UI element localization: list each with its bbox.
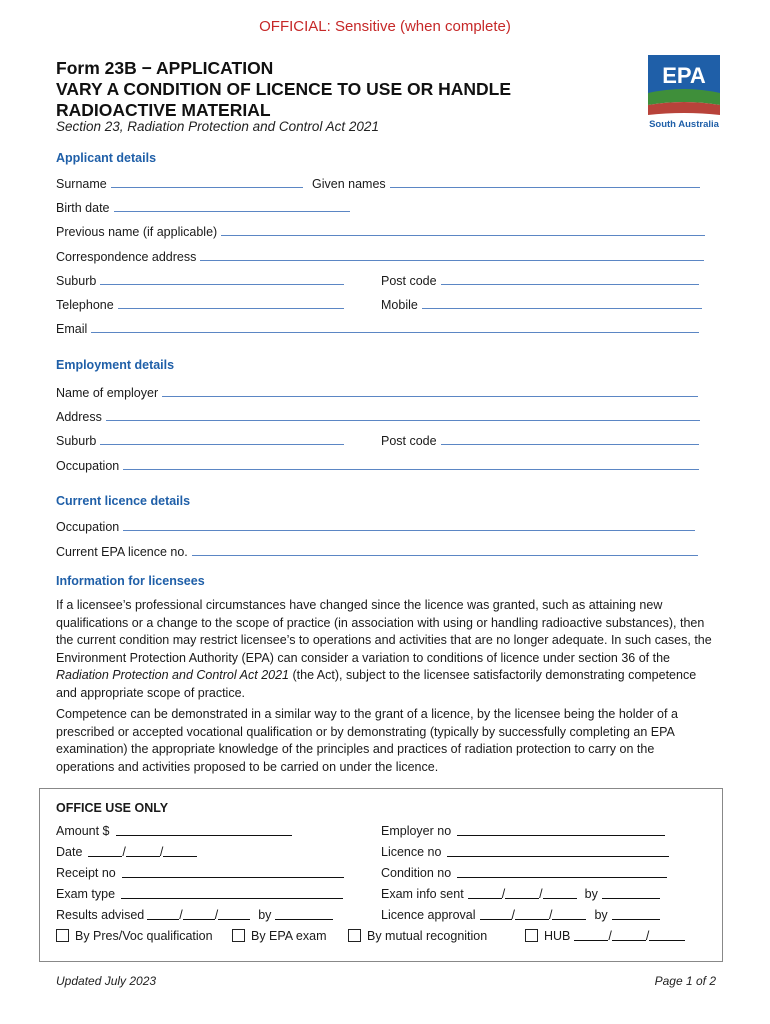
mobile-label: Mobile xyxy=(381,298,418,312)
exam-info-slash-1: / xyxy=(501,887,506,901)
employer-no-label: Employer no xyxy=(381,824,452,838)
post-code-label: Post code xyxy=(381,274,437,288)
licence-heading: Current licence details xyxy=(56,494,191,508)
employment-post-code-field[interactable] xyxy=(441,444,699,445)
hub-year[interactable] xyxy=(649,940,685,941)
exam-type-row xyxy=(56,885,343,901)
suburb-row xyxy=(56,272,344,288)
results-month[interactable] xyxy=(183,919,215,920)
applicant-heading: Applicant details xyxy=(56,151,157,165)
epa-logo xyxy=(648,55,720,131)
exam-type-field[interactable] xyxy=(121,898,343,899)
office-use-heading: OFFICE USE ONLY xyxy=(56,801,169,815)
correspondence-field[interactable] xyxy=(200,260,704,261)
office-licence-no-field[interactable] xyxy=(447,856,669,857)
correspondence-label: Correspondence address xyxy=(56,250,197,264)
telephone-label: Telephone xyxy=(56,298,114,312)
pres-voc-checkbox[interactable] xyxy=(56,929,69,942)
hub-slash-1: / xyxy=(608,929,612,943)
office-licence-no-label: Licence no xyxy=(381,845,442,859)
results-by-field[interactable] xyxy=(275,919,333,920)
employment-post-code-row xyxy=(381,432,699,448)
exam-info-by-label: by xyxy=(584,887,598,901)
form-title-line-2: VARY A CONDITION OF LICENCE TO USE OR HANDLE xyxy=(56,79,512,99)
hub-day[interactable] xyxy=(574,940,608,941)
mutual-option xyxy=(348,927,487,943)
receipt-no-row xyxy=(56,864,344,880)
email-label: Email xyxy=(56,322,88,336)
suburb-label: Suburb xyxy=(56,274,97,288)
licence-approval-by-label: by xyxy=(594,908,608,922)
employment-address-label: Address xyxy=(56,410,102,424)
employer-no-row xyxy=(381,822,665,838)
office-date-row xyxy=(56,843,197,859)
employment-suburb-field[interactable] xyxy=(100,444,344,445)
mutual-checkbox[interactable] xyxy=(348,929,361,942)
exam-info-label: Exam info sent xyxy=(381,887,464,901)
pres-voc-option xyxy=(56,927,213,943)
condition-no-field[interactable] xyxy=(457,877,667,878)
footer-page-number: Page 1 of 2 xyxy=(654,974,716,988)
employer-row xyxy=(56,384,698,400)
employment-suburb-row xyxy=(56,432,344,448)
footer-updated: Updated July 2023 xyxy=(56,974,157,988)
receipt-no-label: Receipt no xyxy=(56,866,116,880)
licence-no-row xyxy=(56,543,698,559)
exam-info-slash-2: / xyxy=(539,887,543,901)
hub-slash-2: / xyxy=(645,929,650,943)
info-p1-act: Radiation Protection and Control Act 2021 xyxy=(56,668,290,682)
form-title-line-1: Form 23B − APPLICATION xyxy=(56,58,274,78)
exam-type-label: Exam type xyxy=(56,887,116,901)
licence-approval-month[interactable] xyxy=(515,919,549,920)
info-paragraph-2: Competence can be demonstrated in a similar way to the grant of a licence, by the licensee being the holder of a prescribed or accepted vocational qualification or by demonstrating (typically by successfully completing an EPA examination) the appropriate knowledge of the principles and practices of radiation protection to carry on the operations and activities proposed to be carried on under the licence. xyxy=(56,707,678,774)
hub-option xyxy=(525,927,685,943)
licence-occupation-label: Occupation xyxy=(56,520,120,534)
employment-occupation-label: Occupation xyxy=(56,459,120,473)
info-p1-part-a: If a licensee’s professional circumstances have changed since the licence was granted, such as attaining new qualifications or a change to the scope of practice (in association with using or handling radioactive substances), then the current condition may restrict licensee’s to operations and activities that are no longer adequate. In such cases, the Environment Protection Authority (EPA) can consider a variation to conditions of licence under section 36 of the xyxy=(56,598,712,665)
birth-date-row xyxy=(56,199,350,215)
info-p1-part-b: (the Act), subject to the licensee satisfactorily demonstrating competence and appropriate scope of practice. xyxy=(56,668,697,700)
form-subtitle: Section 23, Radiation Protection and Control Act 2021 xyxy=(56,119,379,134)
employer-no-field[interactable] xyxy=(457,835,665,836)
licence-occupation-row xyxy=(56,518,695,534)
surname-row xyxy=(56,175,303,191)
employment-occupation-field[interactable] xyxy=(123,469,699,470)
surname-field[interactable] xyxy=(111,187,303,188)
employment-address-row xyxy=(56,408,700,424)
office-date-label: Date xyxy=(56,845,83,859)
employment-post-code-label: Post code xyxy=(381,434,437,448)
correspondence-row xyxy=(56,248,704,264)
results-year[interactable] xyxy=(218,919,250,920)
hub-label: HUB xyxy=(544,929,571,943)
results-slash-2: / xyxy=(214,908,219,922)
email-row xyxy=(56,320,699,336)
licence-approval-day[interactable] xyxy=(480,919,512,920)
exam-info-month[interactable] xyxy=(505,898,539,899)
employment-suburb-label: Suburb xyxy=(56,434,97,448)
licence-approval-slash-1: / xyxy=(511,908,515,922)
office-date-slash-2: / xyxy=(159,845,164,859)
exam-info-row xyxy=(381,885,660,901)
logo-text: EPA xyxy=(662,63,706,88)
form-title-line-3: RADIOACTIVE MATERIAL xyxy=(56,100,271,120)
employment-address-field[interactable] xyxy=(106,420,700,421)
telephone-field[interactable] xyxy=(118,308,344,309)
exam-info-by-field[interactable] xyxy=(602,898,660,899)
given-names-label: Given names xyxy=(312,177,386,191)
exam-info-year[interactable] xyxy=(543,898,577,899)
info-heading: Information for licensees xyxy=(56,574,205,588)
post-code-field[interactable] xyxy=(441,284,699,285)
epa-exam-label: By EPA exam xyxy=(251,929,327,943)
office-date-month[interactable] xyxy=(126,856,160,857)
licence-approval-by-field[interactable] xyxy=(612,919,660,920)
licence-approval-label: Licence approval xyxy=(381,908,476,922)
employment-occupation-row xyxy=(56,457,699,473)
office-date-year[interactable] xyxy=(163,856,197,857)
amount-field[interactable] xyxy=(116,835,292,836)
hub-month[interactable] xyxy=(612,940,646,941)
licence-occupation-field[interactable] xyxy=(123,530,695,531)
mobile-row xyxy=(381,296,702,312)
condition-no-label: Condition no xyxy=(381,866,452,880)
employer-field[interactable] xyxy=(162,396,698,397)
given-names-field[interactable] xyxy=(390,187,700,188)
telephone-row xyxy=(56,296,344,312)
surname-label: Surname xyxy=(56,177,107,191)
licence-no-field[interactable] xyxy=(192,555,698,556)
previous-name-row xyxy=(56,223,705,239)
office-date-day[interactable] xyxy=(88,856,122,857)
epa-exam-checkbox[interactable] xyxy=(232,929,245,942)
hub-checkbox[interactable] xyxy=(525,929,538,942)
mobile-field[interactable] xyxy=(422,308,702,309)
info-paragraph-1 xyxy=(56,597,716,702)
results-day[interactable] xyxy=(147,919,179,920)
office-date-slash-1: / xyxy=(122,845,126,859)
results-label: Results advised xyxy=(56,908,145,922)
epa-exam-option xyxy=(232,927,327,943)
epa-logo-graphic xyxy=(648,55,720,131)
form-title xyxy=(56,58,511,121)
amount-row xyxy=(56,822,292,838)
office-licence-no-row xyxy=(381,843,669,859)
birth-date-label: Birth date xyxy=(56,201,110,215)
pres-voc-label: By Pres/Voc qualification xyxy=(75,929,213,943)
mutual-label: By mutual recognition xyxy=(367,929,488,943)
licence-no-label: Current EPA licence no. xyxy=(56,545,188,559)
results-slash-1: / xyxy=(179,908,183,922)
amount-label: Amount $ xyxy=(56,824,110,838)
condition-no-row xyxy=(381,864,667,880)
results-row xyxy=(56,906,333,922)
email-field[interactable] xyxy=(91,332,699,333)
results-by-label: by xyxy=(258,908,272,922)
licence-approval-row xyxy=(381,906,660,922)
employer-label: Name of employer xyxy=(56,386,159,400)
given-names-row xyxy=(312,175,700,191)
logo-region: South Australia xyxy=(649,119,719,130)
classification-banner: OFFICIAL: Sensitive (when complete) xyxy=(259,18,511,35)
birth-date-field[interactable] xyxy=(114,211,350,212)
receipt-no-field[interactable] xyxy=(122,877,344,878)
licence-approval-year[interactable] xyxy=(552,919,586,920)
employment-heading: Employment details xyxy=(56,358,175,372)
exam-info-day[interactable] xyxy=(468,898,502,899)
suburb-field[interactable] xyxy=(100,284,344,285)
licence-approval-slash-2: / xyxy=(549,908,553,922)
post-code-row xyxy=(381,272,699,288)
previous-name-field[interactable] xyxy=(221,235,705,236)
previous-name-label: Previous name (if applicable) xyxy=(56,225,218,239)
